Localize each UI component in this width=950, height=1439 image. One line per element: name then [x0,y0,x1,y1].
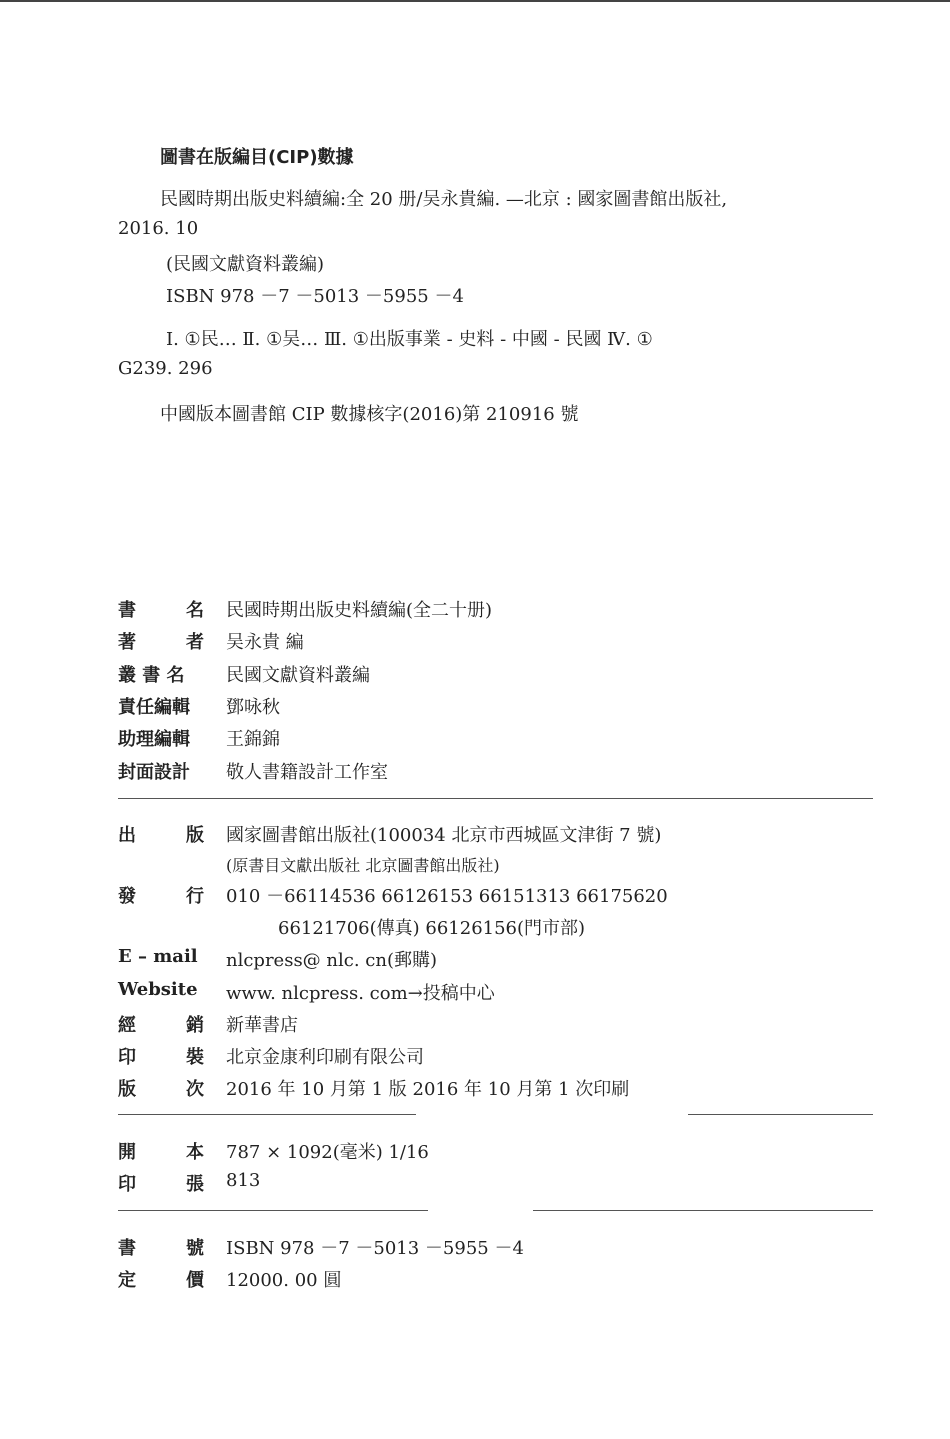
value-book-name: 民國時期出版史料續編(全二十册) [226,600,493,621]
cip-line-classification: G239. 296 [118,358,213,379]
value-assistant-editor: 王錦錦 [226,729,280,750]
value-website: www. nlcpress. com→投稿中心 [226,983,495,1004]
value-editor: 鄧咏秋 [226,697,280,718]
top-border-rule [0,0,950,2]
value-cover-design: 敬人書籍設計工作室 [226,762,388,783]
value-format: 787 × 1092(毫米) 1/16 [226,1142,429,1163]
label-website: Website [118,979,198,1000]
value-isbn: ISBN 978 －7 －5013 －5955 －4 [226,1238,524,1259]
cip-line-subjects: Ⅰ. ①民… Ⅱ. ①吴… Ⅲ. ①出版事業 - 史料 - 中國 - 民國 Ⅳ. ① [166,329,653,350]
value-distribution-fax: 66121706(傳真) 66126156(門市部) [278,918,586,939]
cip-line-date: 2016. 10 [118,218,199,239]
value-series: 民國文獻資料叢編 [226,665,370,686]
cip-title: 圖書在版編目(CIP)數據 [160,147,354,168]
value-edition: 2016 年 10 月第 1 版 2016 年 10 月第 1 次印刷 [226,1079,630,1100]
value-publisher: 國家圖書館出版社(100034 北京市西城區文津街 7 號) [226,825,662,846]
value-email: nlcpress@ nlc. cn(郵購) [226,950,437,971]
divider-rule-3b [533,1210,873,1211]
divider-rule-2b [688,1114,873,1115]
value-publisher-former: (原書目文獻出版社 北京圖書館出版社) [226,856,500,875]
cip-line-series: (民國文獻資料叢編) [166,254,325,275]
label-assistant-editor: 助理編輯 [118,729,190,750]
cip-line-title-author: 民國時期出版史料續編:全 20 册/吴永貴編. —北京 : 國家圖書館出版社, [160,189,728,210]
label-editor: 責任編輯 [118,697,190,718]
value-sheets: 813 [226,1170,261,1191]
label-series: 叢 書 名 [118,665,185,686]
cip-line-record-number: 中國版本圖書館 CIP 數據核字(2016)第 210916 號 [160,404,579,425]
divider-rule-3a [118,1210,428,1211]
value-printer: 北京金康利印刷有限公司 [226,1047,424,1068]
divider-rule-1 [118,798,873,799]
value-distribution-phones: 010 －66114536 66126153 66151313 66175620 [226,886,668,907]
label-email: E – mail [118,946,198,967]
cip-line-isbn: ISBN 978 －7 －5013 －5955 －4 [166,286,464,307]
value-author: 吴永貴 編 [226,632,304,653]
label-cover-design: 封面設計 [118,762,190,783]
value-dealer: 新華書店 [226,1015,298,1036]
value-price: 12000. 00 圓 [226,1270,342,1291]
divider-rule-2a [118,1114,416,1115]
